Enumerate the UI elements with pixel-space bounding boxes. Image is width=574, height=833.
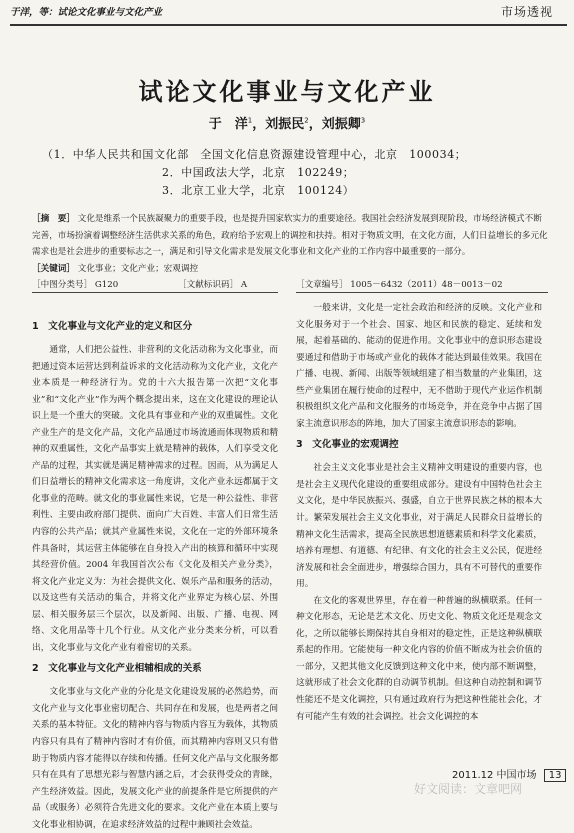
running-header: 于洋，等：试论文化事业与文化产业 xyxy=(10,7,163,18)
column-label: 市场透视 xyxy=(500,5,553,19)
author-name: 于 洋 xyxy=(208,117,248,132)
affiliation-1: （1．中华人民共和国文化部 全国文化信息资源建设管理中心，北京 100034； xyxy=(42,148,467,161)
author-mark: 3 xyxy=(360,116,366,125)
abstract-label: ［摘 要］ xyxy=(32,214,75,224)
meta-rule-left xyxy=(32,292,278,293)
affiliation-2: 2．中国政法大学，北京 102249； xyxy=(162,166,355,179)
meta-rule-right xyxy=(296,292,548,293)
author-mark: 2 xyxy=(304,116,309,125)
header-rule xyxy=(10,24,567,26)
keywords-text: 文化事业；文化产业；宏观调控 xyxy=(77,264,199,274)
paragraph: 在文化的客观世界里，存在着一种普遍的纵横联系。任何一种文化形态，无论是艺术文化、历史文化、物质文化还是观念文化，之所以能够长期保持其自身相对的稳定性，正是这种纵横联系起的作用。它能使每一种文化内容的价值不断成为社会价值的一部分，又把其他文化反馈到这种文化中来，使内部不断调整，这就形成了社会文化群的自动调节机制。但这种自动控制和调节性能还不是文化调控，只有通过政府行为把这种性能社会化，才有可能产生有效的社会调控。社会文化调控的本 xyxy=(296,595,542,722)
document-code: ［文献标识码］ A xyxy=(178,280,248,290)
paragraph: 通常，人们把公益性、非营利的文化活动称为文化事业，而把通过资本运营达到利益诉求的文化活动称为文化产业，文化产业本质是一种经济行为。党的十六大报告第一次把“文化事业”和“文化产业”作为两个概念提出来，这在文化建设的理论认识上是一个重大的突破。文化具有事业和产业的双重属性。文化产业生产的是文化产品，文化产品通过市场流通而体现物质和精神的双重属性，文化产品事实上就是精神的载体，人们享受文化产品的过程，其实就是满足精神需求的过程。因而，从为满足人们日益增长的精神文化需求这一角度讲，文化产业永远都属于文化事业的范畴。就文化的事业属性来说，它是一种公益性、非营利性、主要由政府部门提供、面向广大百姓、丰富人们日常生活内容的公共产品；就其产业属性来说，文化在一定的外部环境条件具备时，其运营主体能够在自身投入产出的核算和循环中实现其经营价值。2004 年我国首次公布《文化及相关产业分类》，将文化产业定义为：为社会提供文化、娱乐产品和服务的活动，以及这些有关活动的集合，并将文化产业界定为核心层、外围层、相关服务层三个层次，以及新闻、出版、广播、电视、网络、文化用品等十几个行业。从文化产业分类来分析，可以看出，文化事业与文化产业有着密切的关系。 xyxy=(32,345,278,653)
abstract xyxy=(32,211,548,261)
issue-date: 2011.12 xyxy=(452,770,494,781)
affiliation-3: 3．北京工业大学，北京 100124） xyxy=(162,184,355,197)
abstract-text: 文化是维系一个民族凝聚力的重要手段，也是提升国家软实力的重要途径。我国社会经济发展到现阶段，市场经济模式不断完善，市场扮演着调整经济生活供求关系的角色，政府给予宏观上的调控和扶持。相对于物质文明，在文化方面，人们日益增长的多元化需求也是社会进步的重要标志之一，满足和引导文化需求是发展文化事业和文化产业的工作内容中最重要的一部分。 xyxy=(32,214,548,258)
paragraph: 社会主义文化事业是社会主义精神文明建设的重要内容，也是社会主义现代化建设的重要组成部分。建设有中国特色社会主义文化，是中华民族振兴、强盛，自立于世界民族之林的根本大计。繁荣发展社会主义文化事业，对于满足人民群众日益增长的精神文化生活需求，提高全民族思想道德素质和科学文化素质，培养有理想、有道德、有纪律、有文化的社会主义公民，促进经济发展和社会全面进步，增强综合国力，具有不可替代的重要作用。 xyxy=(296,463,542,590)
author-line: 于 洋$^1$，刘振民$^2$，刘振卿$^3$ xyxy=(208,116,366,132)
left-column xyxy=(32,314,278,830)
author-name: 刘振卿 xyxy=(321,117,361,132)
keywords-label: ［关键词］ xyxy=(32,264,75,274)
watermark: 好文阅读：文章吧网 xyxy=(414,782,523,796)
keywords xyxy=(32,262,198,274)
journal-name: 中国市场 xyxy=(496,770,537,781)
clc-number: ［中图分类号］ G120 xyxy=(32,280,119,290)
section-heading: 1 文化事业与文化产业的定义和区分 xyxy=(32,321,193,332)
author-name: 刘振民 xyxy=(265,117,305,132)
paragraph: 文化事业与文化产业的分化是文化建设发展的必然趋势，而文化产业与文化事业密切配合、共同存在和发展，也是两者之间关系的基本特征。文化的精神内容与物质内容互为载体，其物质内容只有具有了精神内容时才有价值，而其精神内容则又只有借助于物质内容才能得以存续和传播。任何文化产品与文化服务都只有在具有了思想光彩与智慧内涵之后，才会获得受众的青睐，产生经济效益。因此，发展文化产业的前提条件是它所提供的产品（或服务）必须符合先进文化的要求。文化产业在本质上要与文化事业相协调，在追求经济效益的过程中兼顾社会效益。 xyxy=(32,687,278,830)
paragraph: 一般来讲，文化是一定社会政治和经济的反映。文化产业和文化服务对于一个社会、国家、地区和民族的稳定、延续和发展，起着基础的、能动的促进作用。文化事业中的意识形态建设要通过和借助于市场或产业化的载体才能达到最佳效果。我国在广播、电视、新闻、出版等领域组建了相当数量的产业集团，这些产业集团在履行使命的过程中，无不借助于现代产业运作机制积极组织文化产品和文化服务的市场竞争，并在竞争中占据了国家主流意识形态的阵地，加大了国家主流意识形态的影响。 xyxy=(296,303,542,429)
page-number: 13 xyxy=(544,769,567,782)
article-number: ［文章编号］ 1005－6432（2011）48－0013－02 xyxy=(296,280,503,290)
author-mark: 1 xyxy=(247,116,253,125)
article-title: 试论文化事业与文化产业 xyxy=(138,78,436,106)
section-heading: 2 文化事业与文化产业相辅相成的关系 xyxy=(32,663,202,675)
section-heading: 3 文化事业的宏观调控 xyxy=(296,439,399,451)
right-column xyxy=(296,300,542,760)
